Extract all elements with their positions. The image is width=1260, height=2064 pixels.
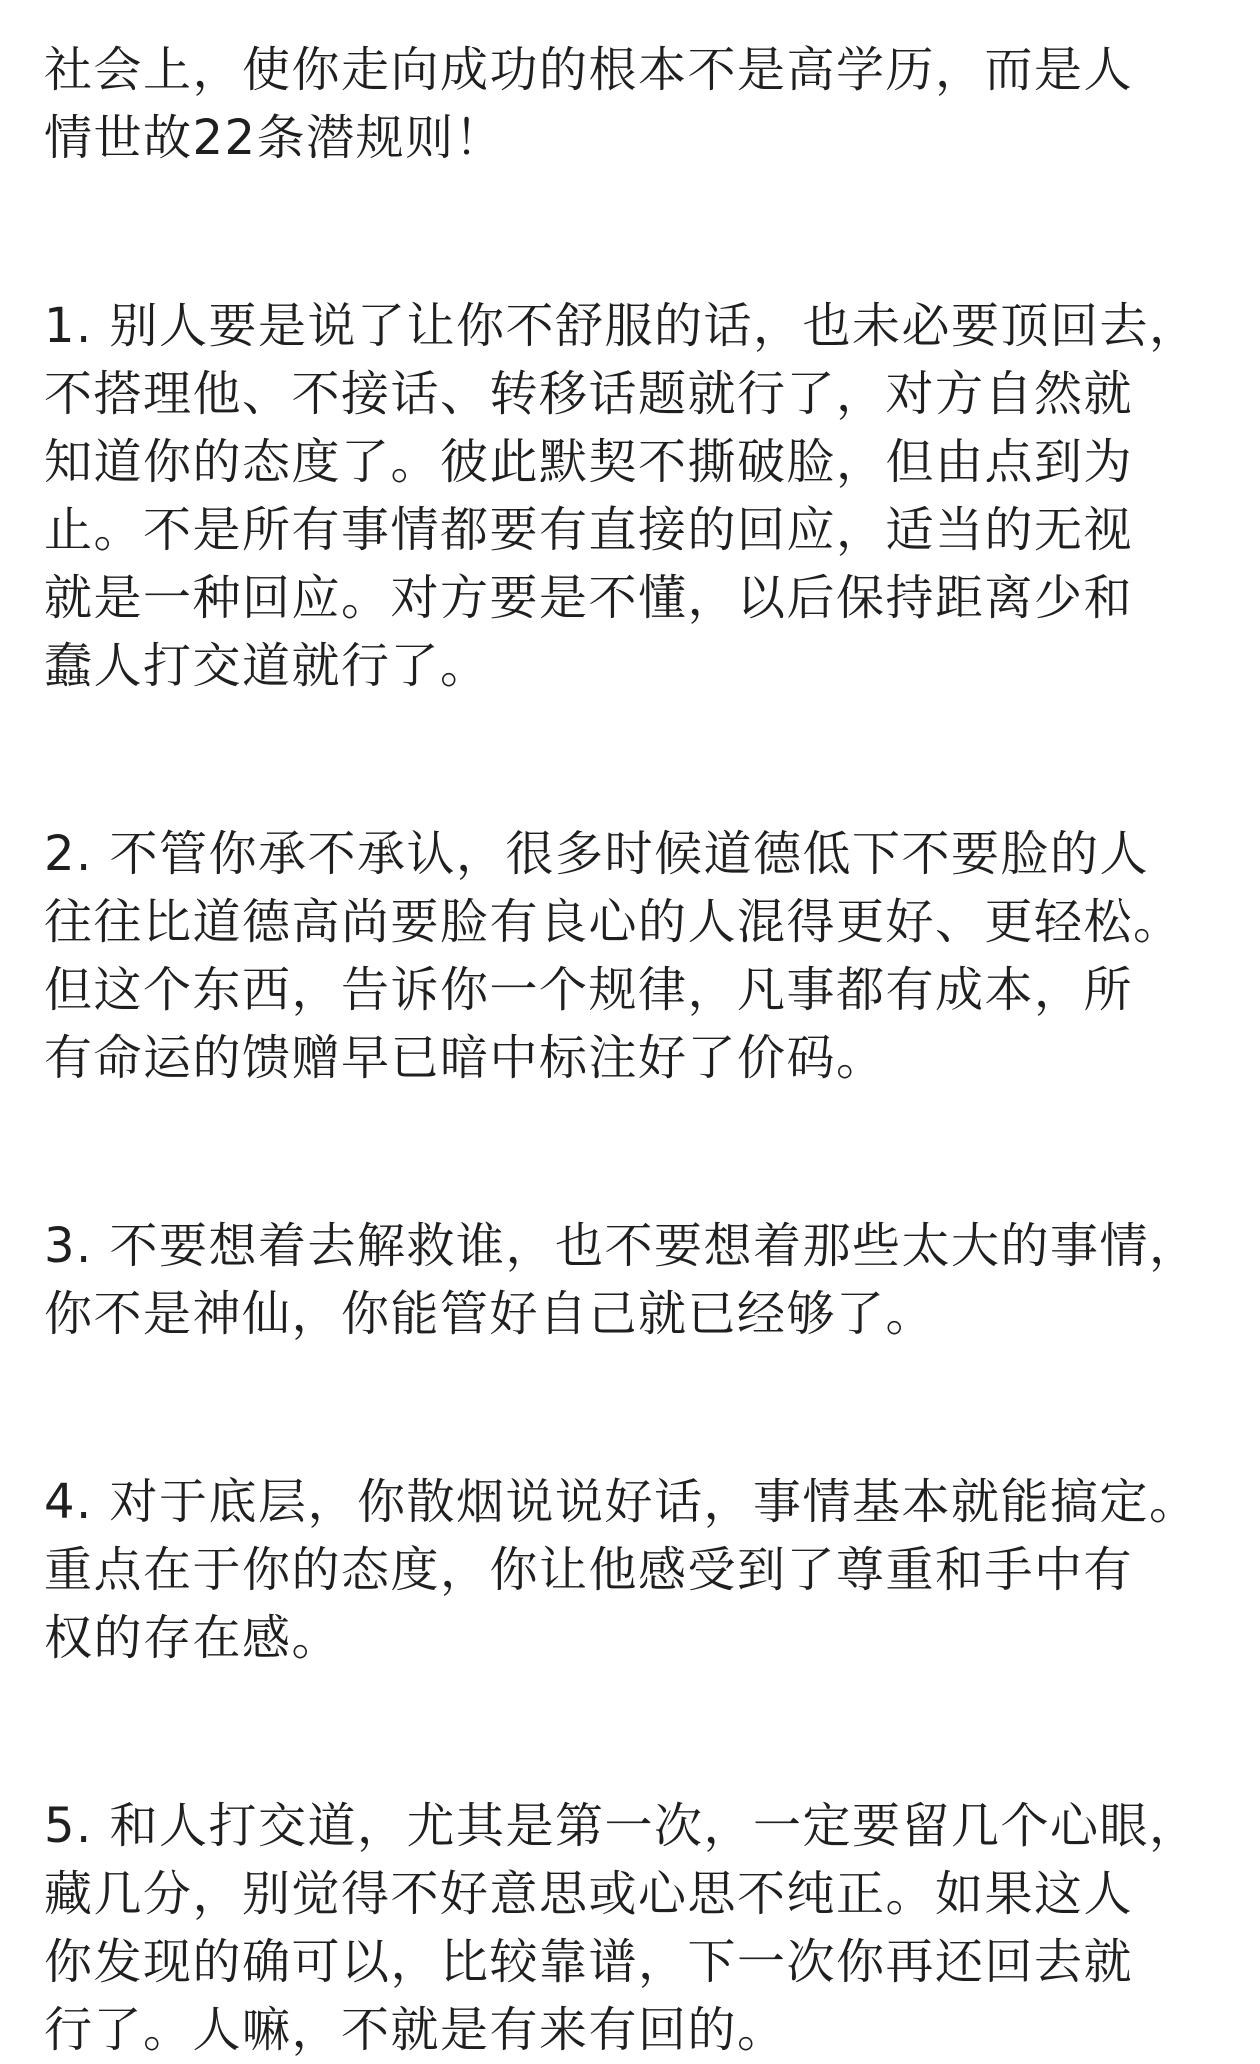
paragraph-spacer (44, 1672, 1219, 1792)
paragraph-spacer (44, 1092, 1219, 1212)
rule-paragraph-3: 3. 不要想着去解救谁，也不要想着那些太大的事情， 你不是神仙，你能管好自己就已经够了。 (44, 1218, 1199, 1342)
rule-paragraph-4: 4. 对于底层，你散烟说说好话，事情基本就能搞定。 重点在于你的态度，你让他感受到了尊重和手中有 权的存在感。 (44, 1474, 1199, 1666)
rule-paragraph-1: 1. 别人要是说了让你不舒服的话，也未必要顶回去， 不搭理他、不接话、转移话题就行了，对方自然就 知道你的态度了。彼此默契不撕破脸，但由点到为 止。不是所有事情都要有直接的回应，适当的无视 就是一种回应。对方要是不懂，以后保持距离少和 蠢人打交道就行了。 (44, 298, 1199, 694)
paragraph-spacer (44, 172, 1219, 292)
rule-paragraph-5: 5. 和人打交道，尤其是第一次，一定要留几个心眼， 藏几分，别觉得不好意思或心思不纯正。如果这人 你发现的确可以，比较靠谱，下一次你再还回去就 行了。人嘛，不就是有来有回的。 (44, 1798, 1199, 2058)
paragraph-spacer (44, 1348, 1219, 1468)
paragraph-spacer (44, 700, 1219, 820)
article-body (44, 36, 1219, 2064)
article-intro: 社会上，使你走向成功的根本不是高学历，而是人 情世故22条潜规则！ (44, 42, 1134, 166)
rule-paragraph-2: 2. 不管你承不承认，很多时候道德低下不要脸的人 往往比道德高尚要脸有良心的人混得更好、更轻松。 但这个东西，告诉你一个规律，凡事都有成本，所 有命运的馈赠早已暗中标注好了价码。 (44, 826, 1183, 1086)
